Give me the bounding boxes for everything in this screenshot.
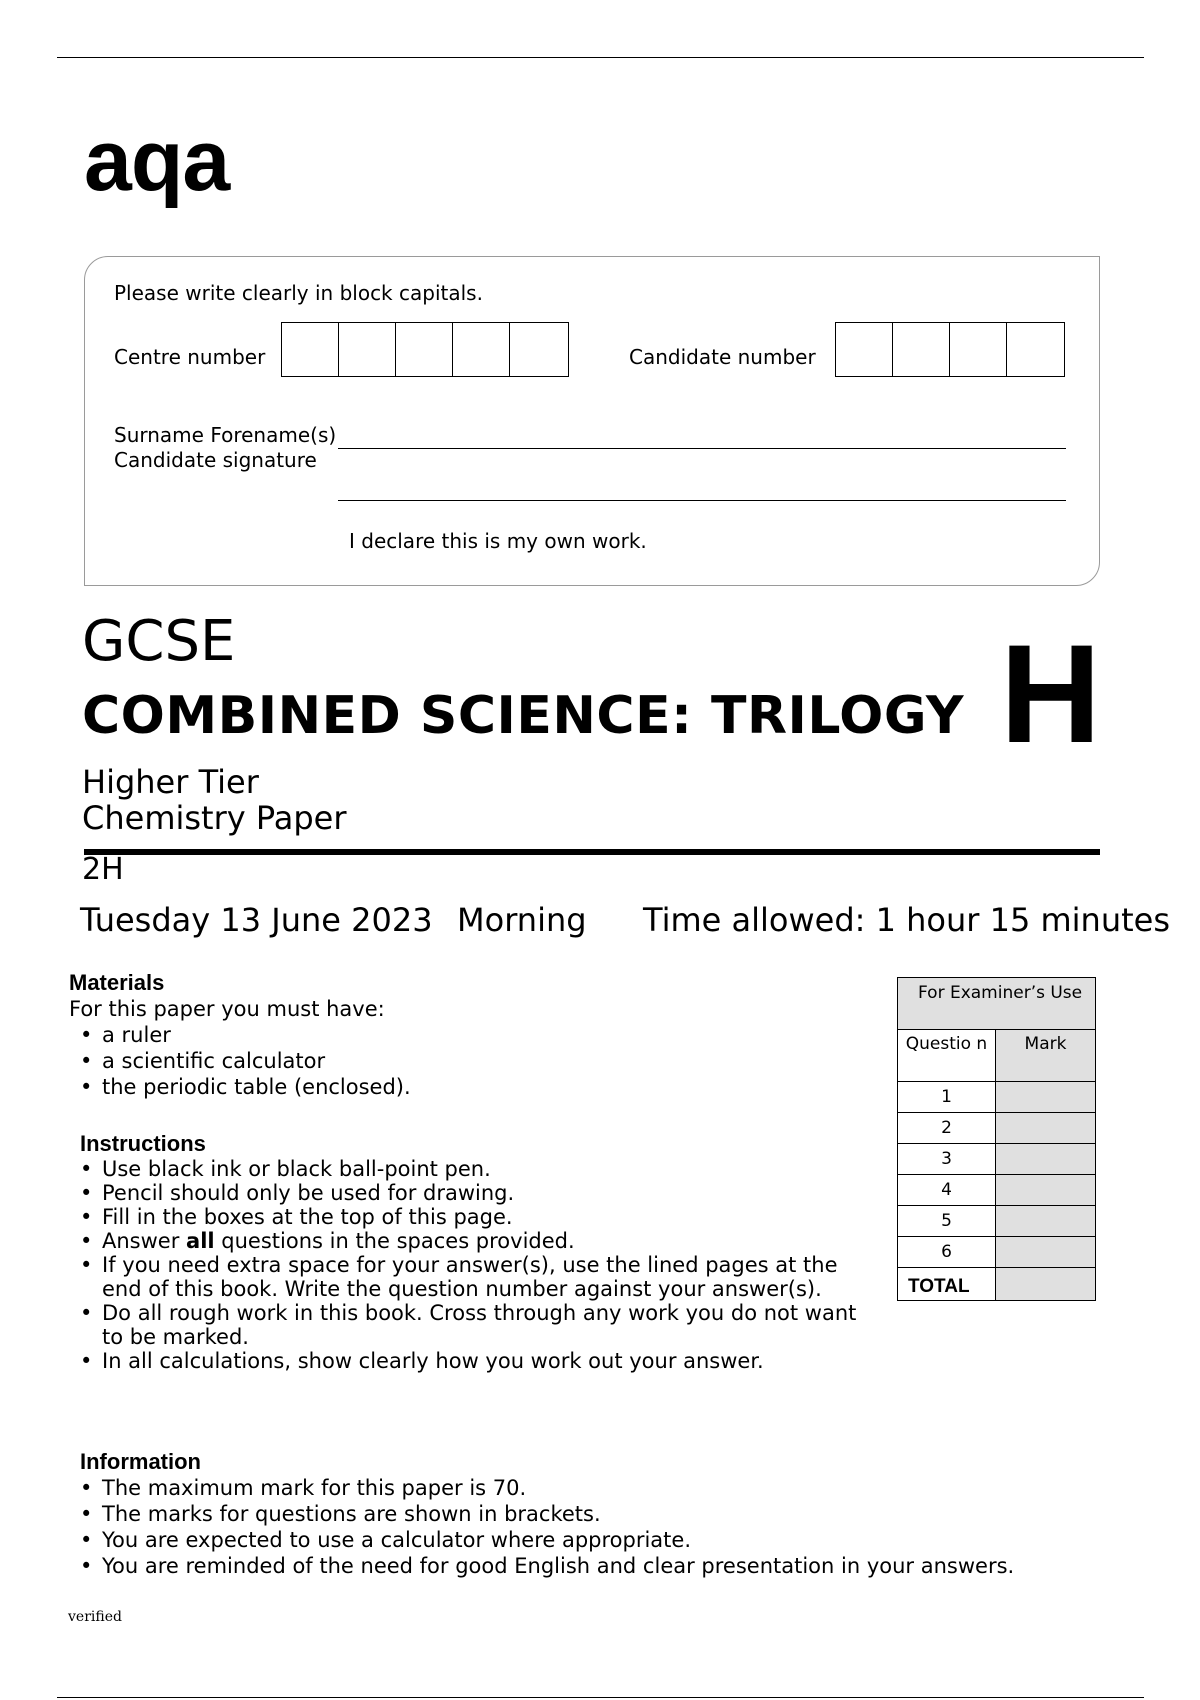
paper-name: Chemistry Paper [82, 799, 347, 837]
centre-number-box-2[interactable] [339, 323, 396, 376]
question-number: 3 [898, 1144, 996, 1175]
mark-cell[interactable] [996, 1175, 1096, 1206]
centre-number-box-4[interactable] [453, 323, 510, 376]
centre-number-label: Centre number [114, 345, 266, 369]
signature-label: Candidate signature [114, 448, 317, 472]
signature-line[interactable] [338, 500, 1066, 501]
verified-watermark: verified [68, 1609, 122, 1625]
information-section [80, 1449, 1180, 1579]
mark-cell[interactable] [996, 1206, 1096, 1237]
tier-name: Higher Tier [82, 763, 259, 801]
list-item [80, 1229, 860, 1253]
aqa-logo: aqa [84, 113, 230, 209]
table-row [898, 1206, 1096, 1237]
candidate-number-box-1[interactable] [836, 323, 893, 376]
list-item: • Fill in the boxes at the top of this page. [80, 1205, 860, 1229]
instructions-heading: Instructions [80, 1131, 206, 1156]
list-item: • You are reminded of the need for good English and clear presentation in your answers. [80, 1553, 1180, 1579]
examiner-table-title: For Examiner’s Use [898, 978, 1096, 1030]
list-item: • Use black ink or black ball-point pen. [80, 1157, 860, 1181]
materials-heading: Materials [69, 970, 165, 995]
mark-cell[interactable] [996, 1113, 1096, 1144]
subject-title: COMBINED SCIENCE: TRILOGY [82, 686, 965, 746]
question-number: 6 [898, 1237, 996, 1268]
list-item: • The marks for questions are shown in brackets. [80, 1501, 1180, 1527]
tier-letter: H [1000, 615, 1102, 772]
materials-list [80, 1022, 869, 1100]
list-item: • a scientific calculator [80, 1048, 869, 1074]
question-number: 2 [898, 1113, 996, 1144]
candidate-number-label: Candidate number [629, 345, 816, 369]
question-number: 4 [898, 1175, 996, 1206]
mark-cell[interactable] [996, 1237, 1096, 1268]
materials-intro: For this paper you must have: [69, 997, 385, 1021]
centre-number-box-1[interactable] [282, 323, 339, 376]
name-line[interactable] [338, 448, 1066, 449]
table-row [898, 1237, 1096, 1268]
centre-number-boxes[interactable] [281, 322, 569, 377]
candidate-number-boxes[interactable] [835, 322, 1065, 377]
list-item: • the periodic table (enclosed). [80, 1074, 869, 1100]
total-mark-cell[interactable] [996, 1268, 1096, 1301]
list-item: • a ruler [80, 1022, 869, 1048]
list-item: • Do all rough work in this book. Cross through any work you do not want to be marked. [80, 1301, 860, 1349]
question-number: 5 [898, 1206, 996, 1237]
mark-column-header: Mark [996, 1030, 1096, 1082]
centre-number-box-3[interactable] [396, 323, 453, 376]
list-item: • If you need extra space for your answer(s), use the lined pages at the end of this book. Write the question number against your answer(s). [80, 1253, 860, 1301]
qualification-title: GCSE [82, 609, 236, 674]
answer-all-suffix: questions in the spaces provided. [214, 1229, 575, 1253]
title-rule [84, 849, 1100, 855]
instructions-section [80, 1131, 860, 1373]
top-rule [57, 57, 1144, 58]
table-row [898, 1113, 1096, 1144]
information-list [80, 1475, 1180, 1579]
answer-all-emphasis: all [186, 1229, 215, 1253]
list-item: • Pencil should only be used for drawing. [80, 1181, 860, 1205]
candidate-number-box-2[interactable] [893, 323, 950, 376]
examiner-use-table [897, 977, 1096, 1301]
time-allowed: Time allowed: 1 hour 15 minutes [643, 901, 1170, 939]
list-item: • You are expected to use a calculator where appropriate. [80, 1527, 1180, 1553]
instructions-list [80, 1157, 860, 1373]
mark-cell[interactable] [996, 1144, 1096, 1175]
name-label: Surname Forename(s) [114, 423, 337, 447]
list-item: • In all calculations, show clearly how you work out your answer. [80, 1349, 860, 1373]
exam-session: Morning [457, 901, 587, 939]
total-row [898, 1268, 1096, 1301]
bottom-rule [57, 1697, 1144, 1698]
answer-all-prefix: Answer [102, 1229, 187, 1253]
block-capitals-instruction: Please write clearly in block capitals. [114, 281, 483, 305]
exam-date: Tuesday 13 June 2023 [80, 901, 433, 939]
centre-number-box-5[interactable] [510, 323, 567, 376]
table-row [898, 1175, 1096, 1206]
candidate-number-box-4[interactable] [1007, 323, 1064, 376]
paper-code: 2H [82, 852, 124, 887]
question-column-header: Questio n [898, 1030, 996, 1082]
question-number: 1 [898, 1082, 996, 1113]
materials-section [69, 970, 869, 1100]
information-heading: Information [80, 1449, 201, 1474]
total-label: TOTAL [898, 1268, 996, 1301]
list-item: • The maximum mark for this paper is 70. [80, 1475, 1180, 1501]
table-row [898, 1144, 1096, 1175]
table-row [898, 1082, 1096, 1113]
candidate-details-box [84, 256, 1100, 586]
declaration-text: I declare this is my own work. [349, 529, 647, 553]
candidate-number-box-3[interactable] [950, 323, 1007, 376]
mark-cell[interactable] [996, 1082, 1096, 1113]
